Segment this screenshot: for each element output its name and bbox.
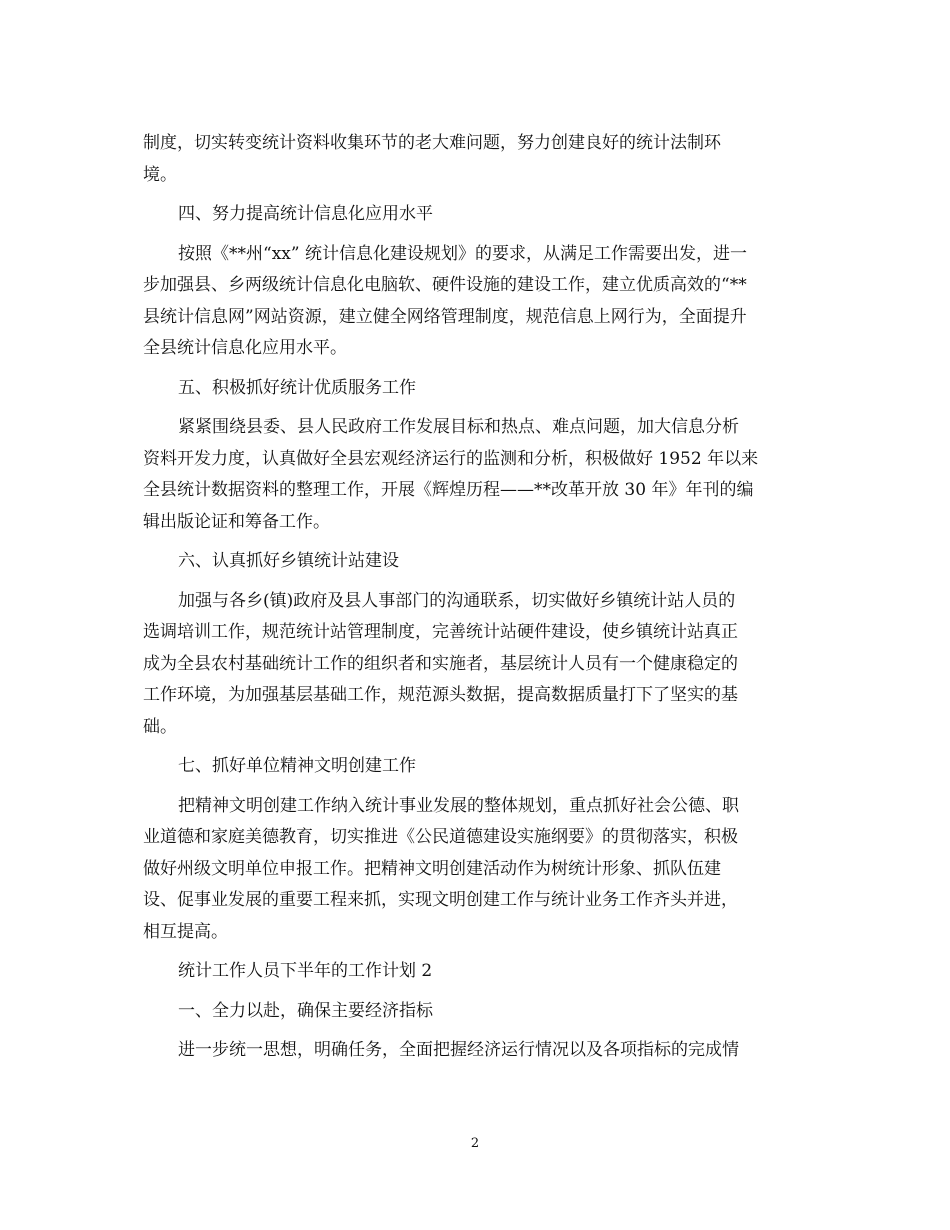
- text-line: 加强与各乡(镇)政府及县人事部门的沟通联系，切实做好乡镇统计站人员的: [178, 590, 736, 611]
- paragraph: [143, 239, 808, 365]
- paragraph: [143, 956, 808, 988]
- paragraph: [143, 373, 808, 405]
- paragraph: [143, 751, 808, 783]
- text-line: 按照《**州“xx” 统计信息化建设规划》的要求，从满足工作需要出发，进一: [178, 243, 747, 264]
- paragraph: [143, 128, 808, 191]
- text-line: 四、努力提高统计信息化应用水平: [178, 204, 433, 224]
- text-line: 业道德和家庭美德教育，切实推进《公民道德建设实施纲要》的贯彻落实，积极: [143, 827, 738, 847]
- text-line: 境。: [143, 164, 177, 185]
- text-line: 资料开发力度，认真做好全县宏观经济运行的监测和分析，积极做好 1952 年以来: [143, 448, 759, 469]
- text-line: 县统计信息网”网站资源，建立健全网络管理制度，规范信息上网行为，全面提升: [143, 306, 747, 327]
- text-line: 相互提高。: [143, 921, 228, 942]
- text-line: 辑出版论证和筹备工作。: [143, 511, 330, 532]
- text-line: 步加强县、乡两级统计信息化电脑软、硬件设施的建设工作，建立优质高效的“**: [143, 275, 747, 295]
- text-line: 础。: [143, 716, 177, 737]
- text-line: 七、抓好单位精神文明创建工作: [178, 756, 416, 776]
- text-line: 全县统计信息化应用水平。: [143, 338, 347, 358]
- text-line: 做好州级文明单位申报工作。把精神文明创建活动作为树统计形象、抓队伍建: [143, 858, 721, 879]
- paragraph: [143, 199, 808, 231]
- paragraph: [143, 791, 808, 949]
- text-line: 制度，切实转变统计资料收集环节的老大难问题，努力创建良好的统计法制环: [143, 133, 721, 153]
- text-line: 把精神文明创建工作纳入统计事业发展的整体规划，重点抓好社会公德、职: [178, 795, 739, 816]
- page-number: 2: [470, 1136, 480, 1151]
- paragraph: [143, 996, 808, 1028]
- document-body: [143, 128, 808, 1067]
- paragraph: [143, 586, 808, 744]
- text-line: 统计工作人员下半年的工作计划 2: [178, 961, 433, 981]
- paragraph: [143, 546, 808, 578]
- text-line: 进一步统一思想，明确任务，全面把握经济运行情况以及各项指标的完成情: [178, 1040, 739, 1060]
- paragraph: [143, 412, 808, 538]
- text-line: 成为全县农村基础统计工作的组织者和实施者，基层统计人员有一个健康稳定的: [143, 653, 738, 674]
- text-line: 五、积极抓好统计优质服务工作: [178, 377, 416, 398]
- text-line: 设、促事业发展的重要工程来抓，实现文明创建工作与统计业务工作齐头并进，: [143, 890, 738, 910]
- paragraph: [143, 1035, 808, 1067]
- text-line: 工作环境，为加强基层基础工作，规范源头数据，提高数据质量打下了坚实的基: [143, 685, 738, 705]
- text-line: 选调培训工作，规范统计站管理制度，完善统计站硬件建设，使乡镇统计站真正: [143, 622, 738, 642]
- text-line: 六、认真抓好乡镇统计站建设: [178, 551, 399, 571]
- text-line: 全县统计数据资料的整理工作，开展《辉煌历程——**改革开放 30 年》年刊的编: [143, 480, 754, 500]
- text-line: 一、全力以赴，确保主要经济指标: [178, 1000, 433, 1021]
- text-line: 紧紧围绕县委、县人民政府工作发展目标和热点、难点问题，加大信息分析: [178, 417, 739, 437]
